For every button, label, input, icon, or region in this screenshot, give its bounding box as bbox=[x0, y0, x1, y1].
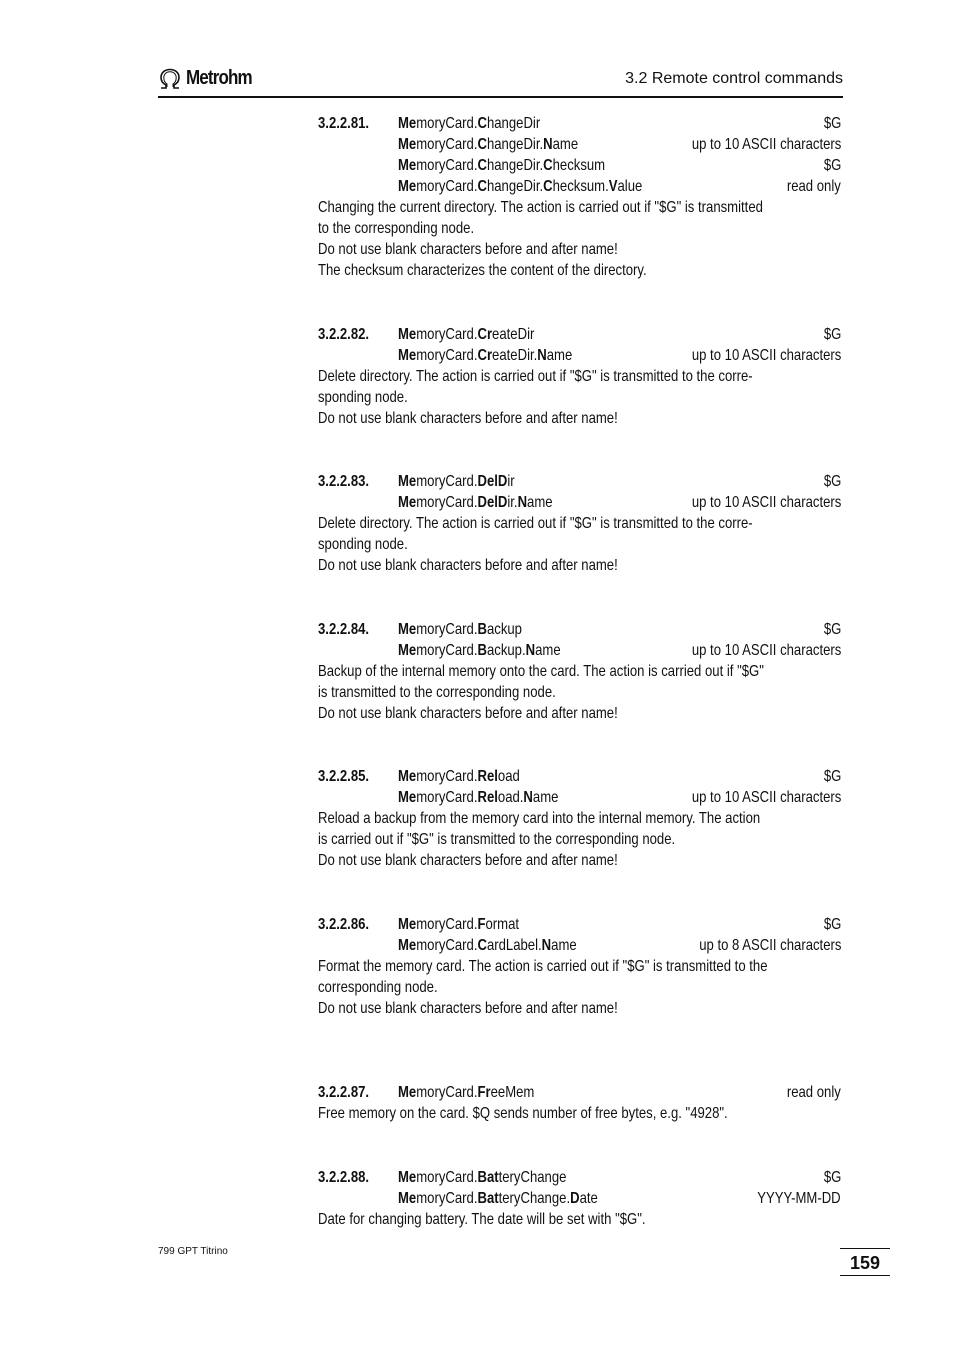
command-entry bbox=[318, 914, 841, 1019]
command-row bbox=[318, 176, 841, 197]
command-row bbox=[318, 619, 841, 640]
command-parameter: read only bbox=[787, 1084, 841, 1101]
command-row bbox=[318, 155, 841, 176]
command-row bbox=[318, 935, 841, 956]
command-entry bbox=[318, 113, 841, 281]
command-parameter: YYYY-MM-DD bbox=[757, 1190, 841, 1207]
command-row bbox=[318, 914, 841, 935]
description-line: Delete directory. The action is carried out if "$G" is transmitted to the corre- bbox=[318, 515, 753, 532]
section-number: 3.2.2.87. bbox=[318, 1084, 370, 1101]
command-description bbox=[318, 1209, 841, 1230]
command-row bbox=[318, 324, 841, 345]
command-name: MemoryCard.ChangeDir.Checksum.Value bbox=[398, 178, 643, 195]
command-row bbox=[318, 1188, 841, 1209]
command-parameter: $G bbox=[823, 326, 841, 343]
description-line: to the corresponding node. bbox=[318, 220, 475, 237]
command-description bbox=[318, 366, 841, 429]
command-entry bbox=[318, 471, 841, 576]
section-number: 3.2.2.81. bbox=[318, 115, 370, 132]
command-row bbox=[318, 1082, 841, 1103]
command-name: MemoryCard.CardLabel.Name bbox=[398, 937, 577, 954]
description-line: corresponding node. bbox=[318, 979, 438, 996]
description-line: sponding node. bbox=[318, 389, 408, 406]
description-line: is carried out if "$G" is transmitted to the corresponding node. bbox=[318, 831, 676, 848]
description-line: Do not use blank characters before and after name! bbox=[318, 410, 618, 427]
command-name: MemoryCard.ChangeDir.Checksum bbox=[398, 157, 606, 174]
command-parameter: read only bbox=[787, 178, 841, 195]
command-row bbox=[318, 134, 841, 155]
section-number: 3.2.2.85. bbox=[318, 768, 370, 785]
section-number: 3.2.2.88. bbox=[318, 1169, 370, 1186]
command-description bbox=[318, 808, 841, 871]
command-name: MemoryCard.Backup bbox=[398, 621, 522, 638]
command-parameter: $G bbox=[823, 621, 841, 638]
command-row bbox=[318, 492, 841, 513]
description-line: Do not use blank characters before and after name! bbox=[318, 241, 618, 258]
command-name: MemoryCard.Backup.Name bbox=[398, 642, 561, 659]
footer-product: 799 GPT Titrino bbox=[158, 1246, 228, 1257]
metrohm-logo bbox=[158, 67, 263, 90]
command-row bbox=[318, 1167, 841, 1188]
command-name: MemoryCard.BatteryChange.Date bbox=[398, 1190, 598, 1207]
command-name: MemoryCard.Reload.Name bbox=[398, 789, 559, 806]
command-entry bbox=[318, 1167, 841, 1230]
command-description bbox=[318, 956, 841, 1019]
description-line: Changing the current directory. The action is carried out if "$G" is transmitted bbox=[318, 199, 763, 216]
command-name: MemoryCard.DelDir bbox=[398, 473, 515, 490]
command-parameter: $G bbox=[823, 473, 841, 490]
command-name: MemoryCard.Format bbox=[398, 916, 520, 933]
command-row bbox=[318, 766, 841, 787]
section-number: 3.2.2.83. bbox=[318, 473, 370, 490]
command-parameter: $G bbox=[823, 768, 841, 785]
command-name: MemoryCard.CreateDir.Name bbox=[398, 347, 573, 364]
section-number: 3.2.2.82. bbox=[318, 326, 370, 343]
description-line: Backup of the internal memory onto the card. The action is carried out if "$G" bbox=[318, 663, 764, 680]
description-line: Do not use blank characters before and after name! bbox=[318, 852, 618, 869]
command-parameter: $G bbox=[823, 115, 841, 132]
description-line: Do not use blank characters before and after name! bbox=[318, 557, 618, 574]
command-row bbox=[318, 113, 841, 134]
command-parameter: $G bbox=[823, 1169, 841, 1186]
page-number: 159 bbox=[840, 1248, 890, 1276]
command-name: MemoryCard.ChangeDir bbox=[398, 115, 541, 132]
page-header bbox=[158, 64, 843, 98]
description-line: Date for changing battery. The date will be set with "$G". bbox=[318, 1211, 646, 1228]
logo-text: Metrohm bbox=[186, 67, 252, 89]
description-line: Free memory on the card. $Q sends number of free bytes, e.g. "4928". bbox=[318, 1105, 728, 1122]
command-name: MemoryCard.Reload bbox=[398, 768, 520, 785]
section-number: 3.2.2.84. bbox=[318, 621, 370, 638]
command-parameter: up to 8 ASCII characters bbox=[698, 937, 841, 954]
command-entry bbox=[318, 324, 841, 429]
command-row bbox=[318, 471, 841, 492]
command-row bbox=[318, 345, 841, 366]
command-parameter: up to 10 ASCII characters bbox=[691, 347, 841, 364]
description-line: is transmitted to the corresponding node. bbox=[318, 684, 556, 701]
description-line: Do not use blank characters before and after name! bbox=[318, 705, 618, 722]
description-line: Do not use blank characters before and after name! bbox=[318, 1000, 618, 1017]
command-name: MemoryCard.BatteryChange bbox=[398, 1169, 567, 1186]
command-parameter: up to 10 ASCII characters bbox=[691, 136, 841, 153]
command-entry bbox=[318, 619, 841, 724]
section-number: 3.2.2.86. bbox=[318, 916, 370, 933]
command-row bbox=[318, 787, 841, 808]
command-parameter: up to 10 ASCII characters bbox=[691, 789, 841, 806]
command-entry bbox=[318, 1082, 841, 1124]
command-name: MemoryCard.ChangeDir.Name bbox=[398, 136, 579, 153]
section-title: 3.2 Remote control commands bbox=[625, 70, 843, 87]
command-name: MemoryCard.DelDir.Name bbox=[398, 494, 553, 511]
command-description bbox=[318, 513, 841, 576]
command-entry bbox=[318, 766, 841, 871]
command-parameter: $G bbox=[823, 916, 841, 933]
description-line: Format the memory card. The action is carried out if "$G" is transmitted to the bbox=[318, 958, 768, 975]
command-parameter: up to 10 ASCII characters bbox=[691, 642, 841, 659]
command-name: MemoryCard.FreeMem bbox=[398, 1084, 535, 1101]
description-line: The checksum characterizes the content of the directory. bbox=[318, 262, 647, 279]
command-parameter: $G bbox=[823, 157, 841, 174]
description-line: Reload a backup from the memory card into the internal memory. The action bbox=[318, 810, 761, 827]
command-name: MemoryCard.CreateDir bbox=[398, 326, 535, 343]
command-description bbox=[318, 1103, 841, 1124]
command-parameter: up to 10 ASCII characters bbox=[691, 494, 841, 511]
omega-logo-icon bbox=[158, 68, 182, 90]
command-description bbox=[318, 197, 841, 281]
description-line: Delete directory. The action is carried out if "$G" is transmitted to the corre- bbox=[318, 368, 753, 385]
description-line: sponding node. bbox=[318, 536, 408, 553]
command-description bbox=[318, 661, 841, 724]
command-row bbox=[318, 640, 841, 661]
